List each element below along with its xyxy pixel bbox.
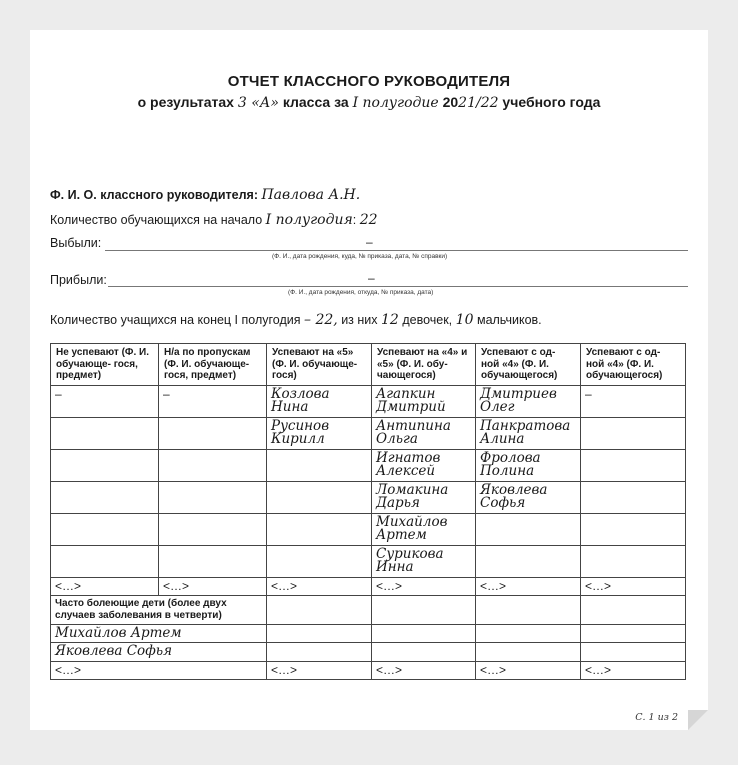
table-cell bbox=[476, 595, 581, 624]
year-printed: 20 bbox=[442, 94, 459, 110]
period-value: I полугодие bbox=[352, 95, 439, 111]
table-cell bbox=[476, 513, 581, 545]
left-label: Выбыли: bbox=[50, 236, 102, 250]
table-cell bbox=[581, 643, 686, 662]
table-cell bbox=[476, 417, 581, 449]
student-name: Ломакина Дарья bbox=[376, 481, 449, 511]
table-row bbox=[51, 545, 686, 577]
boys-label: мальчиков. bbox=[476, 313, 542, 327]
teacher-label: Ф. И. О. классного руководителя: bbox=[50, 188, 258, 202]
column-header-one-four-b: Успевают с од- ной «4» (Ф. И. обучающегося) bbox=[581, 344, 686, 386]
table-cell bbox=[581, 449, 686, 481]
table-cell: – bbox=[159, 385, 267, 417]
ellipsis-cell: <…> bbox=[267, 661, 372, 679]
table-cell bbox=[267, 449, 372, 481]
ellipsis-cell: <…> bbox=[372, 661, 476, 679]
start-count-colon: : bbox=[352, 213, 357, 227]
page-number: С. 1 из 2 bbox=[635, 712, 678, 723]
report-title: ОТЧЕТ КЛАССНОГО РУКОВОДИТЕЛЯ bbox=[227, 73, 511, 90]
table-cell bbox=[581, 417, 686, 449]
table-cell bbox=[581, 595, 686, 624]
start-count-label: Количество обучающихся на начало bbox=[50, 213, 263, 227]
table-cell bbox=[267, 643, 372, 662]
table-cell bbox=[372, 643, 476, 662]
arrived-line bbox=[108, 286, 688, 287]
student-name: Агапкин Дмитрий bbox=[376, 385, 446, 415]
ellipsis-cell: <…> bbox=[51, 577, 159, 595]
end-count-line bbox=[50, 312, 542, 328]
left-hint: (Ф. И., дата рождения, куда, № приказа, дата, № справки) bbox=[272, 253, 448, 260]
student-name: Сурикова Инна bbox=[376, 545, 444, 575]
sick-header-row bbox=[51, 595, 686, 624]
table-cell bbox=[51, 417, 159, 449]
table-cell bbox=[159, 449, 267, 481]
table-cell bbox=[159, 481, 267, 513]
table-cell bbox=[51, 545, 159, 577]
table-row bbox=[51, 417, 686, 449]
subtitle-prefix: о результатах bbox=[137, 94, 234, 110]
arrived-label: Прибыли: bbox=[50, 273, 107, 287]
teacher-line bbox=[50, 187, 360, 203]
student-name: Игнатов Алексей bbox=[376, 449, 441, 479]
table-cell bbox=[581, 624, 686, 643]
table-header-row bbox=[51, 344, 686, 386]
table-cell bbox=[51, 643, 267, 662]
year-written: 21/22 bbox=[458, 95, 499, 111]
student-name: Михайлов Артем bbox=[376, 513, 448, 543]
report-subtitle bbox=[30, 94, 708, 111]
table-cell bbox=[267, 624, 372, 643]
table-cell bbox=[267, 545, 372, 577]
student-name: Русинов Кирилл bbox=[271, 417, 330, 447]
sick-row bbox=[51, 643, 686, 662]
table-cell bbox=[476, 545, 581, 577]
column-header-failing: Не успевают (Ф. И. обучающе- гося, предмет) bbox=[51, 344, 159, 386]
column-header-absent: Н/а по пропускам (Ф. И. обучающе- гося, предмет) bbox=[159, 344, 267, 386]
table-cell bbox=[372, 481, 476, 513]
student-name: Панкратова Алина bbox=[480, 417, 571, 447]
teacher-name: Павлова А.Н. bbox=[261, 187, 361, 203]
table-cell bbox=[581, 513, 686, 545]
subtitle-suffix: учебного года bbox=[502, 94, 601, 110]
table-row bbox=[51, 385, 686, 417]
end-count-text: Количество учащихся на конец I полугодия bbox=[50, 313, 301, 327]
table-cell bbox=[372, 624, 476, 643]
arrived-hint: (Ф. И., дата рождения, откуда, № приказа, дата) bbox=[288, 289, 434, 296]
sick-student-name: Михайлов Артем bbox=[55, 624, 182, 641]
student-name: Козлова Нина bbox=[271, 385, 330, 415]
ellipsis-row bbox=[51, 577, 686, 595]
table-cell bbox=[372, 417, 476, 449]
table-cell bbox=[51, 449, 159, 481]
column-header-good: Успевают на «4» и «5» (Ф. И. обу- чающегося) bbox=[372, 344, 476, 386]
column-header-one-four: Успевают с од- ной «4» (Ф. И. обучающегося) bbox=[476, 344, 581, 386]
table-cell bbox=[159, 545, 267, 577]
boys-count: 10 bbox=[455, 312, 474, 328]
sick-children-header: Часто болеющие дети (более двух случаев заболевания в четверти) bbox=[51, 595, 267, 624]
table-cell bbox=[267, 513, 372, 545]
table-cell bbox=[51, 481, 159, 513]
table-cell bbox=[51, 624, 267, 643]
table-row bbox=[51, 449, 686, 481]
table-row bbox=[51, 513, 686, 545]
start-count-line bbox=[50, 212, 378, 228]
column-header-excellent: Успевают на «5» (Ф. И. обучающе- гося) bbox=[267, 344, 372, 386]
table-cell bbox=[476, 624, 581, 643]
ellipsis-cell: <…> bbox=[581, 661, 686, 679]
table-cell bbox=[51, 513, 159, 545]
table-cell bbox=[267, 481, 372, 513]
girls-label: девочек, bbox=[402, 313, 453, 327]
ellipsis-cell: <…> bbox=[159, 577, 267, 595]
ellipsis-cell: <…> bbox=[581, 577, 686, 595]
table-cell bbox=[372, 449, 476, 481]
end-count-value: – 22, bbox=[304, 312, 338, 328]
table-cell bbox=[372, 385, 476, 417]
ellipsis-cell: <…> bbox=[267, 577, 372, 595]
table-cell bbox=[159, 513, 267, 545]
ellipsis-cell: <…> bbox=[51, 661, 267, 679]
table-cell bbox=[476, 449, 581, 481]
arrived-value: – bbox=[368, 271, 375, 285]
student-name: Яковлева Софья bbox=[480, 481, 548, 511]
left-line bbox=[105, 250, 688, 251]
student-name: Дмитриев Олег bbox=[480, 385, 557, 415]
ellipsis-cell: <…> bbox=[476, 661, 581, 679]
student-name: Фролова Полина bbox=[480, 449, 541, 479]
table-cell bbox=[267, 595, 372, 624]
table-cell bbox=[476, 643, 581, 662]
table-cell bbox=[476, 385, 581, 417]
start-count-value: 22 bbox=[359, 212, 378, 228]
ellipsis-cell: <…> bbox=[476, 577, 581, 595]
report-page bbox=[30, 30, 708, 730]
left-value: – bbox=[366, 235, 373, 249]
ellipsis-cell: <…> bbox=[372, 577, 476, 595]
sick-student-name: Яковлева Софья bbox=[55, 643, 173, 659]
table-cell bbox=[581, 481, 686, 513]
table-cell bbox=[267, 417, 372, 449]
page-corner-fold bbox=[688, 710, 708, 730]
ellipsis-row bbox=[51, 661, 686, 679]
table-cell bbox=[372, 513, 476, 545]
table-cell bbox=[476, 481, 581, 513]
table-cell bbox=[159, 417, 267, 449]
subtitle-mid: класса за bbox=[282, 94, 349, 110]
sick-row bbox=[51, 624, 686, 643]
table-cell bbox=[581, 545, 686, 577]
table-row bbox=[51, 481, 686, 513]
table-cell: – bbox=[581, 385, 686, 417]
end-count-text2: из них bbox=[341, 313, 378, 327]
table-cell bbox=[267, 385, 372, 417]
class-name: 3 «А» bbox=[237, 95, 279, 111]
student-name: Антипина Ольга bbox=[376, 417, 451, 447]
girls-count: 12 bbox=[381, 312, 399, 328]
table-cell bbox=[372, 545, 476, 577]
results-table bbox=[50, 343, 686, 680]
table-cell bbox=[372, 595, 476, 624]
table-cell: – bbox=[51, 385, 159, 417]
start-count-period: I полугодия bbox=[265, 212, 353, 228]
